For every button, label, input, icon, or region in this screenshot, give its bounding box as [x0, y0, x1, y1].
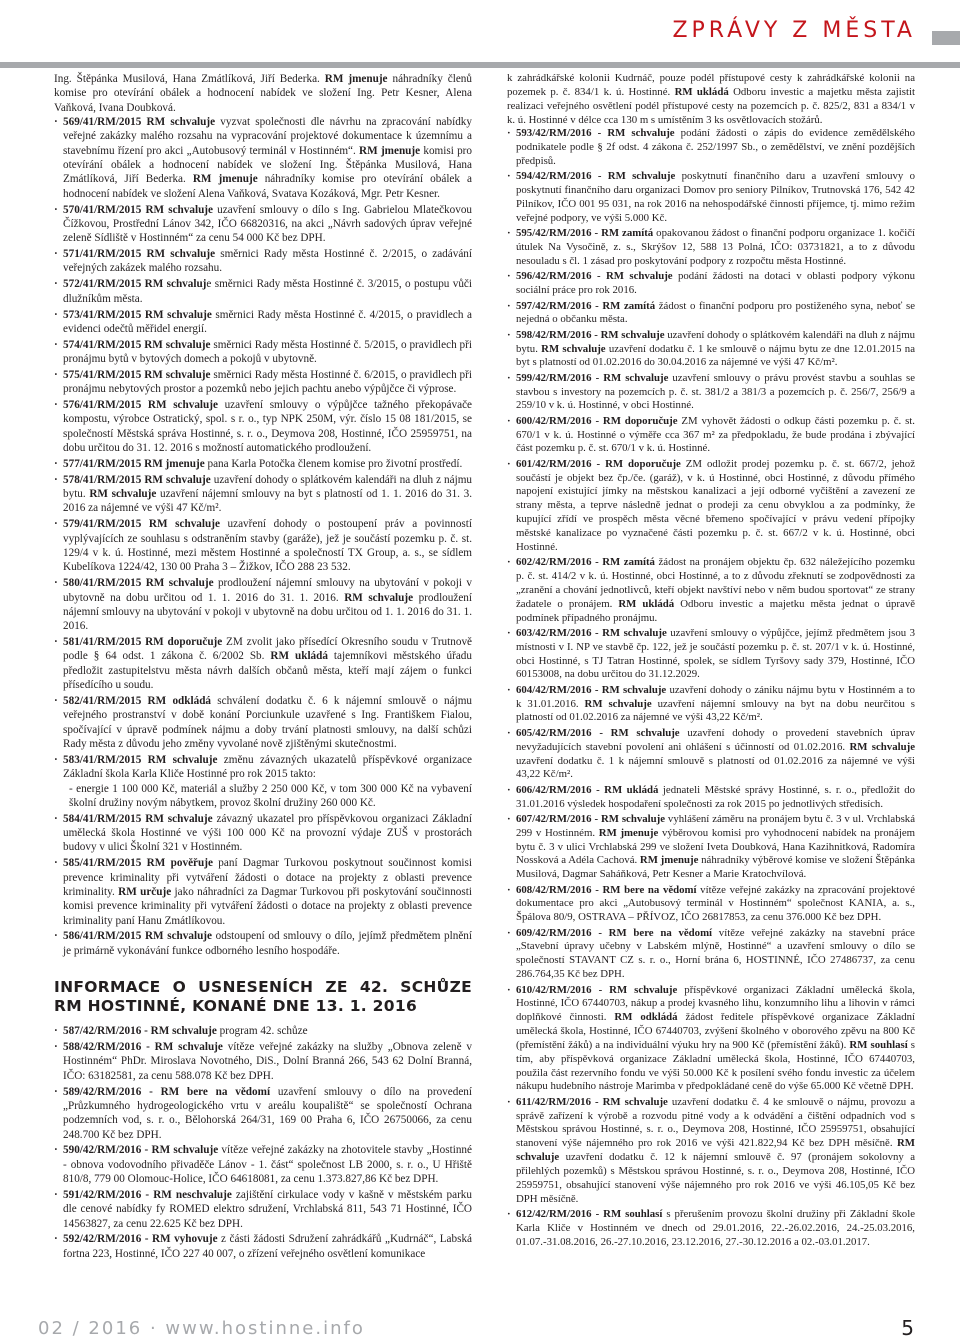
right-intro-text: k zahrádkářské kolonii Kudrnáč, pouze podél přístupové cesty k zahrádkářské kolonii na pozemek p. č. 834/1 k. ú. Hostinné. — [507, 72, 915, 98]
header-accent-bar — [932, 31, 960, 45]
resolution-item — [54, 277, 472, 306]
resolution-bold: - RM schvaluje — [591, 983, 678, 996]
resolution-id: 583/41/RM/2015 — [63, 753, 142, 766]
resolution-bold2: RM jmenuje — [595, 826, 659, 839]
resolution-bold: - RM schvaluje — [591, 812, 666, 825]
resolution-rest2: uzavření nájemní smlouvy na byt na dobu neurčitou s platností od 01.02.2016 za nájemné ve výši 43,22 Kč/m². — [516, 697, 915, 724]
resolution-rest2: žádost ředitele příspěvkové organizace Základní umělecká škola, Hostinné, IČO 67440703, zvýšení školného v oborového zpěvu na 800 Kč (přemístění žáků) a na individuální výuku hry na 900 Kč (přemístění žáků). — [516, 1011, 916, 1051]
left-intro — [54, 72, 472, 115]
resolution-bold: RM pověřuje — [141, 857, 213, 870]
resolution-bold: - RM neschvaluje — [141, 1188, 232, 1201]
resolution-bold: RM jmenuje — [141, 457, 205, 470]
resolution-bold: - RM schvaluje — [591, 270, 673, 283]
resolution-rest: ZM odložit prodej pozemku p. č. st. 667/2, jehož součástí je objekt bez čp./če. (garáž), v k. ú Hostinné, obci Hostinné, z důvodu přímého napojení existující jímky na městskou kanalizaci a její odborné vyčištění a zavezení ze strany města, a teprve následně jednat o prodeji za cenu obvyklou a za podmínky, že kupující zřídí ve prospěch města věcné břemeno spočívající v právu vedení přípojky městské kanalizace po vyznačené části pozemku p. č. st. 667/2 v k. ú. Hostinné, obci Hostinné. — [516, 457, 915, 553]
resolution-bold: - RM zamítá — [591, 227, 654, 240]
resolution-id: 599/42/RM/2016 — [516, 371, 592, 384]
resolution-rest2: prodloužení nájemní smlouvy na ubytování v pokoji v ubytovně na dobu určitou od 1. 1. 2016 do 31. 1. 2016. — [63, 591, 473, 633]
page-number: 5 — [901, 1316, 914, 1340]
right-intro — [507, 72, 915, 127]
resolution-bold: - RM schvaluje — [141, 1144, 219, 1157]
resolution-id: 605/42/RM/2016 — [516, 726, 592, 739]
resolution-bold: - RM schvaluje — [590, 1095, 668, 1108]
resolution-item — [54, 247, 472, 276]
resolution-item — [54, 1024, 472, 1038]
resolution-rest2: jako náhradníci za Dagmar Turkovou při poskytování součinnosti komisi prevence kriminality při vytváření žádosti o dotace na projekty z oblasti prevence kriminality paní Hanu Zmátlíkovou. — [63, 885, 472, 927]
resolution-item — [507, 627, 915, 682]
resolution-rest: opakovanou žádost o finanční podporu organizace 1. kočičí útulek Na Vysočině, z. s., Skrýšov 12, 588 13 Polná, IČO: 03731821, a to z důvodu nesouladu s čl. 1 zásad pro poskytování podpory z rozpočtu města Hostinné. — [516, 227, 916, 267]
resolution-id: 574/41/RM/2015 — [63, 338, 142, 351]
resolution-bold2: RM schvaluje — [85, 488, 157, 501]
resolution-bold: RM schvaluje — [141, 308, 212, 321]
resolution-item — [54, 368, 472, 397]
resolution-bold2: RM schvaluje — [845, 740, 915, 753]
resolution-rest: uzavření smlouvy o výpůjčce tažného překopávače kompostu, výrobce Ostratický, spol. s r. o., typ NPK 250M, výr. číslo 15 08 181/2015, se společností Městská správa Hostinné, s. r. o., Deymova 208, Hostinné, IČO 25959751, na dobu určitou do 31. 12. 2016 s možností automatického prodloužení. — [63, 399, 473, 455]
resolution-rest: uzavření dodatku č. 4 ke smlouvě o nájmu, provozu a správě zařízení k výrobě a rozvodu pitné vody a k odvádění a čištění odpadních vod s Městskou správou Hostinné, s. r. o., Deymova 208, Hostinné, IČO 25959751, obsahující stanovení výše nájemného pro rok 2016 ve výši 421.822,94 Kč bez DPH měsíčně. — [516, 1095, 915, 1150]
resolution-bold: RM odkládá — [141, 694, 212, 707]
resolution-bold: - RM schvaluje — [591, 683, 667, 696]
resolution-list-42-right — [507, 127, 915, 1249]
resolution-id: 609/42/RM/2016 — [516, 926, 592, 939]
resolution-bold: RM schvaluje — [141, 518, 220, 531]
resolution-id: 593/42/RM/2016 — [516, 127, 592, 140]
header-rule — [0, 62, 960, 68]
resolution-bold: - RM schvaluje — [591, 371, 669, 384]
resolution-bold: - RM schvaluje — [591, 626, 667, 639]
resolution-rest: směrnici Rady města Hostinné č. 6/2015, o pravidlech při pronájmu nebytových prostor a pozemků nebo jejich pachtu anebo výpůjčce či výprose. — [63, 368, 472, 396]
resolution-id: 575/41/RM/2015 — [63, 368, 142, 381]
resolution-item — [54, 473, 472, 516]
resolution-rest2: uzavření nájemní smlouvy na byt s platností od 1. 1. 2016 do 31. 3. 2016 za nájemné ve výši 47 Kč/m². — [63, 488, 472, 515]
resolution-rest3: náhradníky komise pro otevírání obálek a hodnocení nabídek ve složení Alena Vaňková, Svatava Kozáková, Mgr. Petr Kesner. — [63, 173, 472, 200]
resolution-item — [54, 517, 472, 574]
resolution-bold2: RM ukládá — [264, 650, 328, 663]
resolution-rest: příspěvkové organizaci Základní umělecká škola, Hostinné, IČO 67440703, nákup a prodej kvasného lihu, konzumního lihu a lihovin v rámci doplňkové činnosti. — [516, 983, 915, 1024]
resolution-id: 576/41/RM/2015 — [63, 399, 142, 412]
resolution-id: 601/42/RM/2016 — [516, 457, 592, 470]
resolution-bold: - RM zamítá — [591, 299, 656, 312]
resolution-id: 585/41/RM/2015 — [63, 857, 142, 870]
resolution-rest: uzavření smlouvy o dílo na provedení „Průzkumného hydrogeologického vrtu v areálu koupaliště“ se společností Ochrana podzemních vod, s. r. o., Bělohorská 264/31, 169 00 Praha 6, IČO 26750066, za cenu 248.700 Kč bez DPH. — [63, 1085, 472, 1141]
resolution-id: 569/41/RM/2015 — [63, 116, 142, 129]
resolution-id: 595/42/RM/2016 — [516, 227, 592, 240]
resolution-bold: RM schvaluj — [141, 278, 207, 291]
resolution-id: 590/42/RM/2016 — [63, 1144, 142, 1157]
resolution-rest: prodloužení nájemní smlouvy na ubytování v pokoji v ubytovně na dobu určitou od 1. 1. 2016 do 31. 1. 2016. — [63, 577, 472, 604]
resolution-item — [54, 576, 472, 633]
resolution-item — [507, 458, 915, 555]
resolution-rest: vyzvat společnosti dle návrhu na zpracování nabídky veřejné zakázky malého rozsahu na vypracování projektové dokumentace k územnímu a stavebnímu řízení pro akci „Autobusový terminál v Hostinném“. — [63, 116, 472, 157]
resolution-bold2: RM schvaluje — [537, 342, 606, 355]
resolution-bold: - RM schvaluje — [591, 170, 676, 183]
resolution-rest: směrnici Rady města Hostinné č. 4/2015, o pravidlech a evidenci odečtů měřidel energií. — [63, 308, 472, 335]
resolution-id: 581/41/RM/2015 — [63, 636, 142, 649]
right-intro-bold: RM ukládá — [670, 85, 729, 98]
resolution-id: 610/42/RM/2016 — [516, 983, 592, 996]
right-column — [507, 72, 915, 1251]
resolution-bold: RM schvaluje — [141, 812, 213, 825]
resolution-id: 603/42/RM/2016 — [516, 626, 592, 639]
resolution-rest: s přerušením provozu školní družiny při Základní škole Karla Kliče v Hostinném ve dnech od 29.01.2016, 22.-26.02.2016, 24.-25.03.2016, 01.07.-31.08.2016, 26.-27.10.2016, 23.12.2016, 27.-30.12.2016 a 02.-03.01.2017. — [516, 1208, 915, 1248]
resolution-rest: ZM zvolit jako přísedící Okresního soudu v Trutnově podle § 64 odst. 1 zákona č. 6/2002 Sb. — [63, 636, 472, 663]
resolution-rest: odstoupení od smlouvy o dílo, jejímž předmětem plnění je primárně vykonávání funkce odborného lesního hospodáře. — [63, 930, 472, 957]
intro-bold: RM jmenuje — [324, 73, 388, 85]
resolution-bold: RM schvaluje — [141, 203, 213, 216]
resolution-bold: RM schvaluje — [141, 577, 214, 590]
resolution-bold: RM schvaluje — [141, 338, 211, 351]
resolution-rest: závazný ukazatel pro příspěvkovou organizaci Základní umělecká škola Hostinné ve výši 100 000 Kč na provozní výdaje ZUŠ v prostorách budovy v ulici Školní 321 v Hostinném. — [63, 812, 473, 854]
resolution-bold2: RM schvaluje — [338, 591, 414, 604]
resolution-item — [507, 813, 915, 882]
resolution-rest: pana Karla Potočka členem komise pro životní prostředí. — [204, 457, 463, 470]
resolution-rest2: Odboru investic a majetku města jednat o úpravě podmínek případného pronájmu. — [516, 597, 915, 624]
resolution-id: 572/41/RM/2015 — [63, 278, 142, 291]
resolution-bold: - RM doporučuje — [591, 414, 678, 427]
resolution-id: 602/42/RM/2016 — [516, 556, 592, 569]
resolution-bold2: RM jmenuje — [355, 144, 421, 157]
resolution-item — [54, 635, 472, 692]
section-heading: INFORMACE O USNESENÍCH ZE 42. SCHŮZE RM HOSTINNÉ, KONANÉ DNE 13. 1. 2016 — [54, 978, 472, 1016]
resolution-bold2: RM určuje — [114, 885, 172, 898]
resolution-bold: - RM doporučuje — [591, 457, 681, 470]
resolution-item — [507, 300, 915, 328]
resolution-bold: RM schvaluje — [141, 248, 216, 261]
resolution-rest: program 42. schůze — [216, 1025, 308, 1038]
resolution-bold: - RM schvaluje — [591, 726, 680, 739]
resolution-bold: - RM schvaluje — [591, 127, 675, 140]
resolution-item — [507, 784, 915, 812]
resolution-id: 577/41/RM/2015 — [63, 457, 142, 470]
resolution-id: 612/42/RM/2016 — [516, 1208, 592, 1220]
resolution-rest: poskytnutí finančního daru a uzavření smlouvy o poskytnutí finančního daru organizaci Domov pro seniory Pilníkov, Trutnovská 176, 542 42 Pilníkov, IČO 001 95 031, na rok 2016 na nehospodářské činnosti příjemce, tj. mimo režim veřejné podpory, ve výši 5.000 Kč. — [516, 170, 915, 224]
resolution-id: 598/42/RM/2016 — [516, 328, 592, 341]
resolution-bold3: RM jmenuje — [637, 854, 699, 867]
resolution-item — [54, 812, 472, 855]
resolution-bold2: RM schvaluje — [578, 697, 652, 710]
resolution-rest: směrnici Rady města Hostinné č. 5/2015, o pravidlech při pronájmu bytů v bytových domech a pokojů v ubytovně. — [63, 338, 472, 366]
resolution-item — [507, 884, 915, 926]
resolution-id: 586/41/RM/2015 — [63, 930, 142, 943]
resolution-item — [507, 329, 915, 371]
right-intro-rest: Odboru investic a majetku města zajistit realizaci veřejného osvětlení podél přístupové cesty na pozemcích p. č. 825/2, 831 a 834/1 v k. ú. Hostinné v délce cca 130 m s umístěním 3 ks osvětlovacích stožárů. — [507, 85, 916, 126]
resolution-id: 570/41/RM/2015 — [63, 203, 142, 216]
resolution-item — [507, 984, 915, 1095]
resolution-item — [507, 270, 915, 298]
resolution-item — [54, 1188, 472, 1231]
resolution-item — [54, 115, 472, 201]
resolution-id: 611/42/RM/2016 — [516, 1095, 591, 1108]
resolution-rest: změnu závazných ukazatelů příspěvkové organizace Základní škola Karla Kliče Hostinné pro rok 2015 takto: — [63, 753, 473, 781]
resolution-rest: uzavření dohody o provedení stavebních úprav nevyžadujících stavební povolení ani ohlášení s účinností od 01.02.2016. — [516, 726, 915, 753]
resolution-rest: uzavření dohody o splátkovém kalendáři na dluh z nájmu bytu. — [63, 473, 473, 501]
resolution-id: 571/41/RM/2015 — [63, 248, 142, 261]
resolution-bold3: RM souhlasí — [846, 1038, 908, 1051]
resolution-item — [507, 1208, 915, 1250]
resolution-id: 608/42/RM/2016 — [516, 883, 592, 896]
resolution-id: 597/42/RM/2016 — [516, 299, 592, 312]
footer-issue: 02 / 2016 · www.hostinne.info — [38, 1318, 365, 1339]
resolution-id: 582/41/RM/2015 — [63, 694, 142, 707]
resolution-rest2: komisi pro otevírání obálek a hodnocení nabídek ve složení Ing. Štěpánka Musilová, Hana Zmátlíková, Jiří Bederka. — [63, 144, 472, 186]
resolution-item — [54, 1232, 472, 1261]
resolution-bold: - RM bere na vědomí — [591, 883, 697, 896]
resolution-rest: uzavření dohody o splátkovém kalendáři na dluh z nájmu bytu. — [516, 328, 915, 355]
resolution-rest: uzavření smlouvy o výpůjčce, jejímž předmětem jsou 3 místnosti v I. NP ve stavbě čp. 122, jež je součástí pozemku p. č. st. 207/1 v k. ú. Hostinné, obci Hostinné, s TJ Tatran Hostinné, spolek, se sídlem Tyršovy sady 379, Hostinné, IČO 60153008, na dobu určitou do 31.12.2029. — [516, 626, 916, 681]
resolution-bold: RM schvaluje — [141, 399, 218, 412]
resolution-rest: z části žádosti Sdružení zahrádkářů „Kudrnáč“, Labská fortna 223, Hostinné, IČO 227 40 007, o zřízení veřejného osvětlení komunikace — [63, 1233, 473, 1260]
resolution-item — [507, 227, 915, 269]
resolution-rest2: uzavření dodatku č. 12 k nájemní smlouvě č. 97 (pronájem sokolovny a přilehlých pozemků) s Městskou správou Hostinné, s. r. o., Deymova 208, Hostinné, IČO 25959751, obsahující stanovení výše nájemného pro rok 2016 ve výši 46.105,05 Kč bez DPH měsíčně. — [516, 1151, 915, 1205]
resolution-rest2: výběrovou komisi pro vyhodnocení nabídek na pronájem bytu č. 3 v ulici Vrchlabská 299 ve složení Iveta Doubková, Hana Kazihnitková, Radomíra Nossková a Adéla Cachová. — [516, 826, 916, 867]
resolution-id: 589/42/RM/2016 — [63, 1085, 142, 1098]
resolution-rest: e směrnici Rady města Hostinné č. 3/2015, o postupu vůči dlužníkům města. — [63, 278, 472, 305]
intro-lead: Ing. Štěpánka Musilová, Hana Zmátlíková, Jiří Bederka. — [54, 73, 320, 85]
resolution-item — [507, 127, 915, 169]
resolution-bold: RM schvaluje — [141, 473, 211, 486]
resolution-item — [54, 929, 472, 958]
resolution-bold2: RM schvaluje — [516, 1137, 916, 1164]
resolution-rest: směrnici Rady města Hostinné č. 2/2015, o zadávání veřejných zakázek malého rozsahu. — [63, 248, 472, 275]
resolution-rest2: tajemníkovi městského úřadu předložit zastupitelstvu města návrh dalších občanů města, kteří mají zájem o funkci přísedícího u soudu. — [63, 650, 472, 692]
resolution-item — [507, 556, 915, 625]
resolution-rest: ZM vyhovět žádosti o odkup části pozemku p. č. st. 670/1 v k. ú. Hostinné o výměře cca 367 m² za předpokladu, že bude prodána i zbývající část pozemku p. č. st. 670/1 v k. ú. Hostinné. — [516, 414, 916, 455]
resolution-bold2: RM ukládá — [612, 597, 675, 610]
resolution-id: 578/41/RM/2015 — [63, 473, 142, 486]
resolution-item — [54, 856, 472, 928]
resolution-rest: podání žádosti o zápis do evidence zemědělského podnikatele podle § 2f odst. 4 zákona č. 252/1997 Sb., o zemědělství, ve znění pozdějších předpisů. — [516, 127, 916, 168]
resolution-item — [54, 203, 472, 246]
resolution-id: 580/41/RM/2015 — [63, 577, 142, 590]
resolution-item — [54, 1085, 472, 1142]
resolution-id: 600/42/RM/2016 — [516, 414, 592, 427]
resolution-id: 606/42/RM/2016 — [516, 783, 592, 796]
resolution-rest: vítěze veřejné zakázky na zpracování projektové dokumentace pro akci „Autobusový terminál v Hostinném“ společnost KANIA, a. s., Špálova 80/9, OSTRAVA – PŘÍVOZ, IČO 26817853, za cenu 376.000 Kč bez DPH. — [516, 883, 915, 924]
resolution-rest: podání žádosti na dotaci v oblasti podpory výkonu sociální práce pro rok 2016. — [516, 270, 915, 297]
resolution-id: 591/42/RM/2016 — [63, 1188, 142, 1201]
resolution-item — [54, 308, 472, 337]
resolution-item — [507, 927, 915, 982]
resolution-rest: žádost na pronájem objektu čp. 632 náležejícího pozemku p. č. st. 414/2 v k. ú. Hostinné, obci Hostinné, a to z důvodu zřeknutí se zodpovědnosti za „zranění a chování jednotlivců, kteří objekt navštíví nebo v něm budou sportovat“ ze strany žadatele o pronájem. — [516, 556, 915, 610]
resolution-bold: RM schvaluje — [141, 753, 218, 766]
resolution-id: 604/42/RM/2016 — [516, 683, 592, 696]
resolution-id: 596/42/RM/2016 — [516, 270, 592, 283]
resolution-bold3: RM jmenuje — [185, 173, 258, 186]
resolution-id: 592/42/RM/2016 — [63, 1233, 142, 1246]
resolution-bold: - RM vyhovuje — [141, 1233, 218, 1246]
resolution-item — [54, 1143, 472, 1186]
resolution-item — [507, 372, 915, 414]
resolution-id: 594/42/RM/2016 — [516, 170, 592, 183]
section-title: ZPRÁVY Z MĚSTA — [672, 18, 916, 43]
resolution-rest: paní Dagmar Turkovou poskytnout součinnost komisi prevence kriminality při vytváření žádosti o dotace na projekty z oblasti prevence kriminality. — [63, 857, 472, 898]
resolution-bold: - RM zamítá — [591, 556, 655, 569]
intro-rest: náhradníky členů komise pro otevírání obálek a hodnocení nabídek ve složení Ing. Petr Kesner, Alena Vaňková, Ivana Doubková. — [54, 73, 472, 114]
resolution-item — [54, 1040, 472, 1083]
resolution-rest2: uzavření dodatku č. 1 k nájemní smlouvě s platností od 01.02.2016 za nájemné ve výši 43,22 Kč/m². — [516, 754, 915, 781]
resolution-rest: uzavření dohody o postoupení práv a povinností vyplývajících ze souhlasu s odstraněním stavby (garáže), jež je součástí pozemku p. č. st. 129/4 v k. ú. Hostinné, mezi městem Hostinné a společností TX Group, a. s., se sídlem Kubelíkova 1224/42, 130 00 Praha 3 – Žižkov, IČO 288 23 532. — [63, 518, 473, 574]
resolution-item — [54, 753, 472, 810]
resolution-rest: vítěze veřejné zakázky na stavební práce „Stavební úpravy učebny v Labském mlýně, Hostinné“ a uzavření smlouvy o dílo se společností STAVANT CZ s. r. o., Horní brána 6, HOSTINNÉ, IČO 27486737, za cenu 286.764,35 Kč bez DPH. — [516, 926, 915, 981]
resolution-item — [507, 1096, 915, 1207]
resolution-item — [507, 684, 915, 726]
resolution-item — [507, 170, 915, 225]
left-column — [54, 72, 472, 1263]
resolution-bold: RM doporučuje — [141, 636, 223, 649]
resolution-id: 584/41/RM/2015 — [63, 812, 142, 825]
resolution-item — [507, 415, 915, 457]
resolution-rest: uzavření smlouvy o právu provést stavbu a souhlas se stavbou s investory na pozemcích p. č. st. 381/2 a 381/3 a pozemcích p. č. 256/7, 256/9 a 259/10 v k. ú. Hostinné, v obci Hostinné. — [516, 371, 915, 412]
resolution-bold: - RM bere na vědomí — [141, 1085, 271, 1098]
resolution-rest: uzavření smlouvy o dílo s Ing. Gabrielou Mlatečkovou Čížkovou, Prostřední Lánov 342, IČO 66820316, na akci „Návrh sadových úprav veřejné zeleně Sídliště v Hostinném“ za cenu 54 000 Kč bez DPH. — [63, 203, 473, 245]
resolution-rest: schválení dodatku č. 6 k nájemní smlouvě o nájmu veřejného prostranství v době konání Porciunkule uzavřené s Ing. Františkem Fialou, spočívající v úpravě podmínek nájmu a doby trvání platnosti smlouvy, na další schůzi Rady města z důvodu jeho změny vyvolané nově zjištěnými skutečnostmi. — [63, 694, 472, 750]
resolution-id: 573/41/RM/2015 — [63, 308, 142, 321]
resolution-list-42-left — [54, 1024, 472, 1261]
resolution-rest: vítěze veřejné zakázky na zhotovitele stavby „Hostinné - obnova vodovodního přivaděče Lánov - 1. část“ společnost LB 2000, s. r. o., U Hřiště 810/8, 779 00 Olomouc-Holice, IČO 64618081, za cenu 1.373.827,86 Kč bez DPH. — [63, 1144, 472, 1186]
resolution-item — [54, 398, 472, 455]
resolution-rest3: náhradníky výběrové komise ve složení Štěpánka Musilová, Dagmar Saháňková, Petr Kesner a Marie Kratochvílová. — [516, 854, 915, 881]
resolution-rest2: uzavření dodatku č. 1 ke smlouvě o nájmu bytu ze dne 12.01.2015 na byt s platností od 01.02.2016 do 30.04.2016 za nájemné ve výši 47 Kč/m². — [516, 342, 915, 369]
resolution-bold: RM schvaluje — [141, 116, 216, 129]
resolution-bold: - RM ukládá — [591, 783, 659, 796]
resolution-bold2: RM odkládá — [606, 1011, 678, 1024]
resolution-rest: žádost o finanční podporu pro postiženého syna, neboť se nejedná o občanku města. — [516, 299, 915, 326]
resolution-sub: - energie 1 100 000 Kč, materiál a služby 2 250 000 Kč, v tom 300 000 Kč na vybavení školní družiny novým nábytkem, provoz školní družiny 260 000 Kč. — [69, 782, 472, 809]
resolution-bold: RM schvaluje — [141, 930, 212, 943]
resolution-bold: - RM schvaluje — [141, 1040, 223, 1053]
resolution-bold: - RM souhlasí — [591, 1208, 663, 1220]
resolution-item — [54, 457, 472, 471]
resolution-rest3: s tím, aby příspěvková organizace Základní umělecká škola, Hostinné, IČO 67440703, použila část rezervního fondu ve výši 50.000 Kč k posílení svého fondu investic za účelem nákupu hudebního nástroje Marimba v předpokládané ceně do výše 65.000 Kč včetně DPH. — [516, 1038, 915, 1093]
resolution-rest: vítěze veřejné zakázky na služby „Obnova zeleně v Hostinném“ PhDr. Miroslava Novotného, DiS., Dolní Branná 266, 543 62 Dolní Branná, IČO: 63182581, za cenu 588.078 Kč bez DPH. — [63, 1040, 472, 1082]
resolution-item — [507, 727, 915, 782]
resolution-id: 587/42/RM/2016 — [63, 1025, 142, 1038]
resolution-bold: - RM schvaluje — [591, 328, 665, 341]
resolution-id: 588/42/RM/2016 — [63, 1040, 142, 1053]
resolution-list-41 — [54, 115, 472, 958]
resolution-bold: - RM bere na vědomí — [591, 926, 713, 939]
resolution-id: 607/42/RM/2016 — [516, 812, 592, 825]
resolution-rest: vyhlášení záměru na pronájem bytu č. 3 v ul. Vrchlabská 299 v Hostinném. — [516, 812, 915, 839]
resolution-rest: jednateli Městské správy Hostinné, s. r. o., předložit do 31.01.2016 výsledek hospodaření společnosti za rok 2015 po jednotlivých středisích. — [516, 783, 915, 810]
resolution-item — [54, 694, 472, 751]
resolution-rest: uzavření dohody o zániku nájmu bytu v Hostinném a to k 31.01.2016. — [516, 683, 915, 710]
resolution-id: 579/41/RM/2015 — [63, 518, 142, 531]
resolution-rest: zajištění cirkulace vody v kašně v městském parku dle cenové nabídky fy ROMED elektro sdružení, Vrchlabská 811, 543 71 Hostinné, IČO 14563827, za cenu 22.625 Kč bez DPH. — [63, 1188, 472, 1230]
resolution-bold: RM schvaluje — [141, 368, 211, 381]
resolution-item — [54, 338, 472, 367]
resolution-bold: - RM schvaluje — [141, 1025, 217, 1038]
